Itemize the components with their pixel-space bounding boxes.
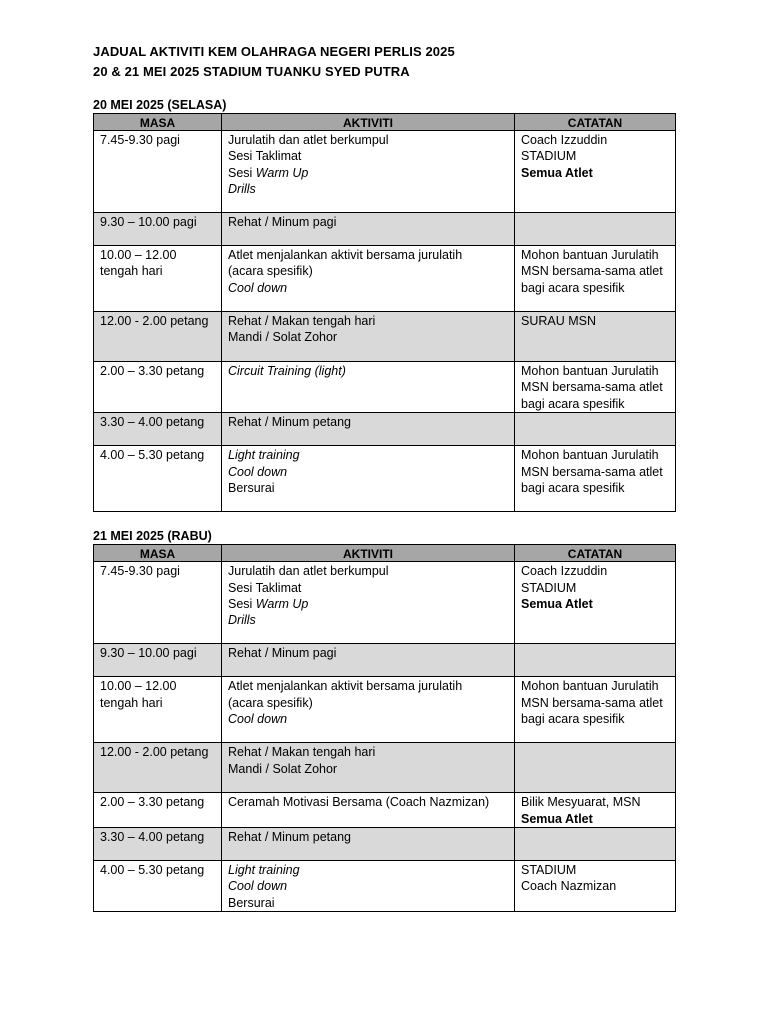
cell-line: Bersurai <box>228 481 275 496</box>
table-row <box>94 413 676 446</box>
cell-text: Sesi <box>228 597 256 612</box>
cell-masa <box>94 312 222 362</box>
cell-aktiviti <box>222 562 515 644</box>
cell-line: Atlet menjalankan aktivit bersama jurulatih <box>228 679 463 694</box>
cell-line: 2.00 – 3.30 petang <box>100 795 205 810</box>
cell-line: Cool down <box>228 280 288 295</box>
table-row <box>94 677 676 743</box>
cell-line: Coach Nazmizan <box>521 879 617 894</box>
cell-line: Drills <box>228 613 256 628</box>
cell-line: 4.00 – 5.30 petang <box>100 863 205 878</box>
table-row <box>94 362 676 413</box>
cell-line: SURAU MSN <box>521 314 597 328</box>
cell-line: Light training <box>228 863 300 878</box>
cell-line: Ceramah Motivasi Bersama (Coach Nazmizan) <box>228 795 490 810</box>
schedule-table-21-mei <box>93 544 676 912</box>
cell-line: Bersurai <box>228 895 275 910</box>
cell-line: Circuit Training (light) <box>228 364 346 378</box>
cell-catatan <box>515 793 676 828</box>
document-title-line-2: 20 & 21 MEI 2025 STADIUM TUANKU SYED PUTRA <box>93 64 410 79</box>
cell-line: MSN bersama-sama atlet <box>521 380 663 395</box>
table-row <box>94 246 676 312</box>
cell-masa <box>94 362 222 413</box>
cell-line: Rehat / Minum petang <box>228 415 351 430</box>
table-header-row <box>94 114 676 131</box>
cell-line: tengah hari <box>100 695 163 710</box>
cell-line: 10.00 – 12.00 <box>100 679 177 694</box>
cell-line: Jurulatih dan atlet berkumpul <box>228 133 389 147</box>
cell-catatan <box>515 362 676 413</box>
cell-masa <box>94 743 222 793</box>
cell-line: 4.00 – 5.30 petang <box>100 448 205 463</box>
cell-masa <box>94 562 222 644</box>
cell-aktiviti <box>222 861 515 912</box>
cell-masa <box>94 677 222 743</box>
cell-line: 12.00 - 2.00 petang <box>100 314 209 328</box>
cell-line: Semua Atlet <box>521 597 593 612</box>
cell-line: Cool down <box>228 464 288 479</box>
cell-masa <box>94 828 222 861</box>
cell-line: Mohon bantuan Jurulatih <box>521 448 659 463</box>
cell-aktiviti <box>222 213 515 246</box>
cell-line: tengah hari <box>100 264 163 279</box>
cell-aktiviti <box>222 644 515 677</box>
cell-catatan <box>515 644 676 677</box>
cell-text: Sesi <box>228 165 256 180</box>
cell-masa <box>94 131 222 213</box>
cell-line: 7.45-9.30 pagi <box>100 564 180 579</box>
cell-aktiviti <box>222 312 515 362</box>
cell-line: Jurulatih dan atlet berkumpul <box>228 564 389 579</box>
table-row <box>94 131 676 213</box>
table-row <box>94 793 676 828</box>
cell-masa <box>94 246 222 312</box>
table-row <box>94 861 676 912</box>
cell-line: Mohon bantuan Jurulatih <box>521 248 659 262</box>
table-row <box>94 562 676 644</box>
cell-line: bagi acara spesifik <box>521 280 625 295</box>
table-row <box>94 644 676 677</box>
cell-line: Light training <box>228 448 300 463</box>
cell-line: Mandi / Solat Zohor <box>228 330 338 345</box>
cell-line: 2.00 – 3.30 petang <box>100 364 205 378</box>
cell-line <box>228 596 510 612</box>
document-title-line-1: JADUAL AKTIVITI KEM OLAHRAGA NEGERI PERLIS 2025 <box>93 44 455 59</box>
cell-line: 7.45-9.30 pagi <box>100 133 180 147</box>
cell-line: (acara spesifik) <box>228 264 313 279</box>
cell-line: bagi acara spesifik <box>521 396 625 411</box>
cell-line: Rehat / Makan tengah hari <box>228 314 376 328</box>
cell-line: Rehat / Minum pagi <box>228 646 337 661</box>
cell-line: Mandi / Solat Zohor <box>228 761 338 776</box>
cell-line: Cool down <box>228 879 288 894</box>
cell-line: 9.30 – 10.00 pagi <box>100 215 197 229</box>
cell-line: 3.30 – 4.00 petang <box>100 830 205 845</box>
cell-aktiviti <box>222 413 515 446</box>
cell-catatan <box>515 677 676 743</box>
header-catatan: CATATAN <box>515 545 676 562</box>
cell-line: bagi acara spesifik <box>521 712 625 727</box>
cell-line: 12.00 - 2.00 petang <box>100 745 209 760</box>
cell-masa <box>94 413 222 446</box>
table-row <box>94 828 676 861</box>
cell-line: Cool down <box>228 712 288 727</box>
cell-line: Atlet menjalankan aktivit bersama jurulatih <box>228 248 463 262</box>
cell-line: Rehat / Minum petang <box>228 830 351 845</box>
cell-aktiviti <box>222 362 515 413</box>
cell-aktiviti <box>222 743 515 793</box>
cell-line: Mohon bantuan Jurulatih <box>521 364 659 378</box>
schedule-table-20-mei <box>93 113 676 512</box>
cell-line <box>228 165 510 181</box>
table-row <box>94 312 676 362</box>
cell-line: Drills <box>228 182 256 197</box>
cell-line: MSN bersama-sama atlet <box>521 264 663 279</box>
header-masa: MASA <box>94 545 222 562</box>
table-row <box>94 743 676 793</box>
cell-text-italic: Warm Up <box>255 597 309 612</box>
cell-masa <box>94 861 222 912</box>
cell-line: 9.30 – 10.00 pagi <box>100 646 197 661</box>
cell-catatan <box>515 312 676 362</box>
cell-line: STADIUM <box>521 149 577 164</box>
cell-line: Coach Izzuddin <box>521 564 608 579</box>
cell-catatan <box>515 413 676 446</box>
header-catatan: CATATAN <box>515 114 676 131</box>
cell-line: Sesi Taklimat <box>228 580 302 595</box>
cell-line: Sesi Taklimat <box>228 149 302 164</box>
cell-catatan <box>515 213 676 246</box>
cell-catatan <box>515 131 676 213</box>
table-header-row <box>94 545 676 562</box>
cell-masa <box>94 446 222 512</box>
cell-line: Rehat / Minum pagi <box>228 215 337 229</box>
cell-aktiviti <box>222 677 515 743</box>
cell-masa <box>94 644 222 677</box>
cell-aktiviti <box>222 131 515 213</box>
day-heading-21-mei: 21 MEI 2025 (RABU) <box>93 529 212 544</box>
header-aktiviti: AKTIVITI <box>222 545 515 562</box>
cell-masa <box>94 793 222 828</box>
header-aktiviti: AKTIVITI <box>222 114 515 131</box>
cell-line: Semua Atlet <box>521 811 593 826</box>
cell-aktiviti <box>222 828 515 861</box>
table-row <box>94 446 676 512</box>
cell-line: MSN bersama-sama atlet <box>521 695 663 710</box>
day-heading-20-mei: 20 MEI 2025 (SELASA) <box>93 98 227 112</box>
cell-line: STADIUM <box>521 580 577 595</box>
cell-catatan <box>515 446 676 512</box>
cell-aktiviti <box>222 446 515 512</box>
cell-line: STADIUM <box>521 863 577 878</box>
cell-catatan <box>515 562 676 644</box>
cell-line: 10.00 – 12.00 <box>100 248 177 262</box>
cell-line: Rehat / Makan tengah hari <box>228 745 376 760</box>
cell-line: Bilik Mesyuarat, MSN <box>521 795 641 810</box>
cell-line: 3.30 – 4.00 petang <box>100 415 205 430</box>
cell-masa <box>94 213 222 246</box>
table-row <box>94 213 676 246</box>
cell-text-italic: Warm Up <box>255 165 309 180</box>
cell-catatan <box>515 743 676 793</box>
cell-catatan <box>515 861 676 912</box>
cell-line: Semua Atlet <box>521 165 593 180</box>
cell-line: Coach Izzuddin <box>521 133 608 147</box>
cell-catatan <box>515 828 676 861</box>
cell-aktiviti <box>222 793 515 828</box>
cell-line: MSN bersama-sama atlet <box>521 464 663 479</box>
cell-aktiviti <box>222 246 515 312</box>
cell-line: Mohon bantuan Jurulatih <box>521 679 659 694</box>
schedule-document <box>93 42 675 912</box>
header-masa: MASA <box>94 114 222 131</box>
cell-line: (acara spesifik) <box>228 695 313 710</box>
cell-line: bagi acara spesifik <box>521 481 625 496</box>
cell-catatan <box>515 246 676 312</box>
